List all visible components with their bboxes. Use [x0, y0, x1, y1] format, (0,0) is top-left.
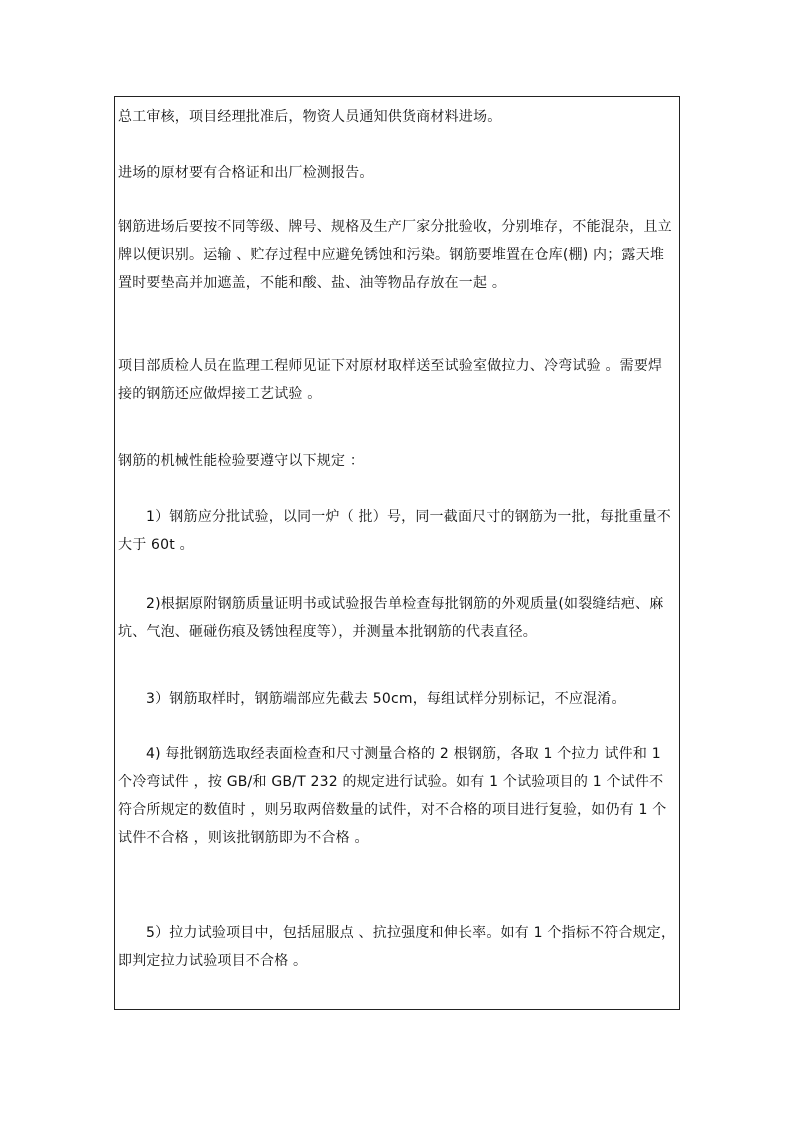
paragraph-sampling: 项目部质检人员在监理工程师见证下对原材取样送至试验室做拉力、冷弯试验 。需要焊接的钢筋还应做焊接工艺试验 。	[118, 358, 663, 402]
paragraph-rule-5: 5）拉力试验项目中，包括屈服点 、抗拉强度和伸长率。如有 1 个指标不符合规定，即判定拉力试验项目不合格 。	[118, 925, 676, 969]
paragraph-rule-1: 1）钢筋应分批试验，以同一炉（ 批）号，同一截面尺寸的钢筋为一批，每批重量不大于 60t 。	[118, 509, 671, 553]
paragraph-certificates: 进场的原材要有合格证和出厂检测报告。	[118, 165, 374, 181]
paragraph-rule-2: 2)根据原附钢筋质量证明书或试验报告单检查每批钢筋的外观质量(如裂缝结疤、麻坑、气泡、砸碰伤痕及锈蚀程度等），并测量本批钢筋的代表直径。	[118, 596, 664, 640]
paragraph-rule-3: 3）钢筋取样时，钢筋端部应先截去 50cm，每组试样分别标记，不应混淆。	[146, 691, 626, 707]
paragraph-approval: 总工审核，项目经理批准后，物资人员通知供货商材料进场。	[118, 109, 502, 125]
paragraph-rules-heading: 钢筋的机械性能检验要遵守以下规定 ：	[118, 453, 365, 469]
paragraph-rule-4: 4) 每批钢筋选取经表面检查和尺寸测量合格的 2 根钢筋，各取 1 个拉力 试件和 1 个冷弯试件 ，按 GB/和 GB/T 232 的规定进行试验。如有 1 个试验项目的 1 个试件不符合所规定的数值时 ，则另取两倍数量的试件，对不合格的项目进行复验，如仍有 1 个试件不合格 ，则该批钢筋即为不合格 。	[118, 746, 667, 846]
paragraph-storage: 钢筋进场后要按不同等级、牌号、规格及生产厂家分批验收，分别堆存，不能混杂，且立牌以便识别。运输 、贮存过程中应避免锈蚀和污染。钢筋要堆置在仓库(棚) 内；露天堆置时要垫高并加遮盖，不能和酸、盐、油等物品存放在一起 。	[118, 219, 672, 291]
